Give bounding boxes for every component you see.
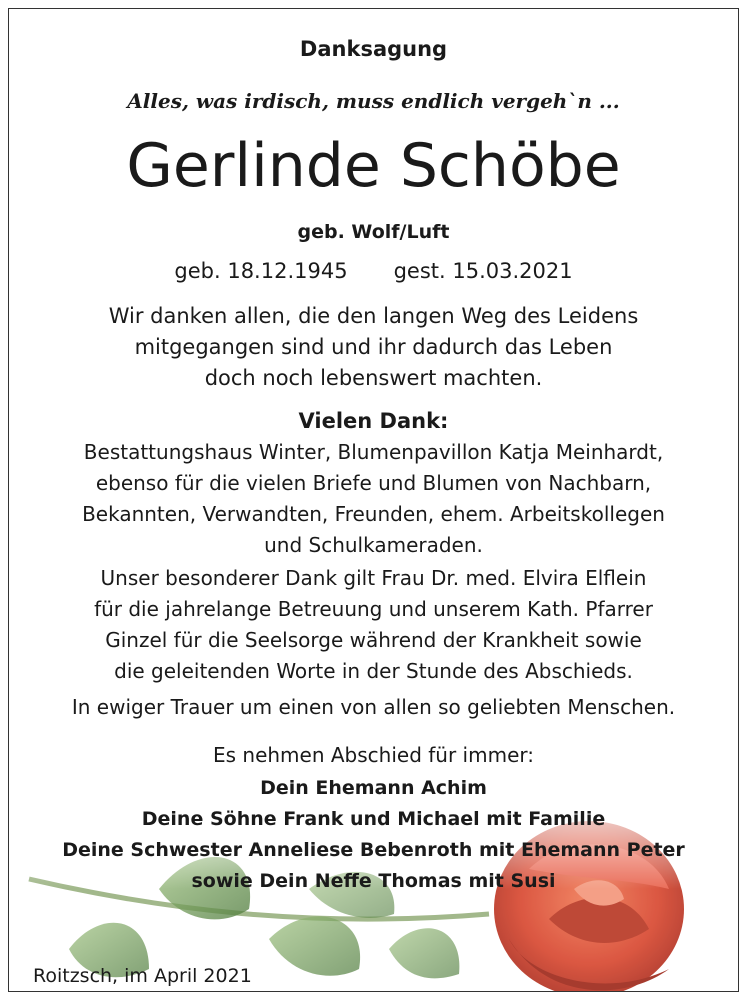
thanks-paragraph [9, 437, 738, 561]
place-date: Roitzsch, im April 2021 [33, 965, 252, 987]
obituary-frame [8, 8, 739, 992]
heading: Danksagung [299, 37, 448, 61]
thanks-line: ebenso für die vielen Briefe und Blumen von Nachbarn, [95, 471, 652, 495]
intro-line: mitgegangen sind und ihr dadurch das Leben [134, 335, 613, 359]
mourner: Deine Söhne Frank und Michael mit Familie [141, 808, 606, 830]
mourner: sowie Dein Neffe Thomas mit Susi [191, 870, 556, 892]
thanks-line: Bekannten, Verwandten, Freunden, ehem. Arbeitskollegen [82, 502, 665, 526]
thanks-line: Bestattungshaus Winter, Blumenpavillon Katja Meinhardt, [83, 440, 664, 464]
deceased-name: Gerlinde Schöbe [126, 131, 621, 201]
mourning-line: In ewiger Trauer um einen von allen so geliebten Menschen. [71, 695, 676, 719]
intro-line: Wir danken allen, die den langen Weg des Leidens [108, 304, 639, 328]
thanks-line: und Schulkameraden. [264, 533, 483, 557]
death-date: gest. 15.03.2021 [393, 259, 573, 283]
intro-paragraph [9, 301, 738, 394]
maiden-name: geb. Wolf/Luft [297, 221, 450, 243]
life-dates [9, 259, 738, 283]
special-thanks-paragraph [9, 563, 738, 687]
mourners-list [9, 773, 738, 897]
mourner: Deine Schwester Anneliese Bebenroth mit Ehemann Peter [62, 839, 685, 861]
special-thanks-line: Ginzel für die Seelsorge während der Krankheit sowie [105, 628, 642, 652]
special-thanks-line: Unser besonderer Dank gilt Frau Dr. med. Elvira Elflein [100, 566, 647, 590]
birth-date: geb. 18.12.1945 [174, 259, 348, 283]
mourner: Dein Ehemann Achim [260, 777, 487, 799]
farewell-line: Es nehmen Abschied für immer: [212, 743, 534, 767]
intro-line: doch noch lebenswert machten. [204, 366, 543, 390]
thanks-heading: Vielen Dank: [298, 409, 449, 433]
special-thanks-line: die geleitenden Worte in der Stunde des Abschieds. [114, 659, 633, 683]
special-thanks-line: für die jahrelange Betreuung und unserem Kath. Pfarrer [94, 597, 653, 621]
motto: Alles, was irdisch, muss endlich vergeh`n ... [127, 89, 620, 113]
